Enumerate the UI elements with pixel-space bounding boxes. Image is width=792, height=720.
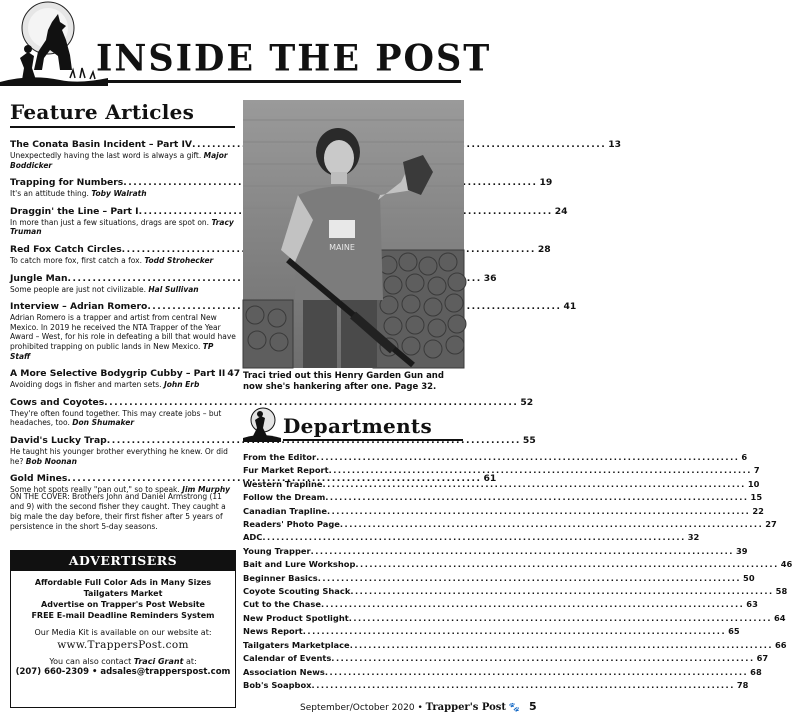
feature-heading-rule <box>10 126 235 128</box>
article-page: 52 <box>520 396 534 408</box>
article-author: Jim Murphy <box>182 485 231 495</box>
article-page: 19 <box>539 177 553 189</box>
article-author: John Erb <box>163 380 200 390</box>
article-entry[interactable] <box>10 205 568 237</box>
department-page: 50 <box>743 572 755 583</box>
article-author: Tracy Truman <box>10 217 234 237</box>
article-author: Major Boddicker <box>10 151 228 170</box>
department-name: Beginner Basics <box>243 572 318 583</box>
department-item[interactable] <box>243 451 748 464</box>
department-item[interactable] <box>243 598 758 611</box>
article-page: 61 <box>483 473 497 485</box>
department-page: 63 <box>746 599 758 610</box>
article-title: Jungle Man <box>10 272 68 284</box>
article-entry[interactable] <box>10 272 497 295</box>
wolf-howling-icon <box>0 0 110 95</box>
department-name: News Report <box>243 626 303 637</box>
department-page: 46 <box>780 559 792 570</box>
article-title: David's Lucky Trap <box>10 434 107 446</box>
department-name: Cut to the Chase <box>243 599 321 610</box>
article-desc: Some hot spots really "pan out," so to speak. <box>10 485 180 495</box>
article-page: 24 <box>554 205 568 217</box>
ad-line: Affordable Full Color Ads in Many Sizes <box>34 578 212 587</box>
paw-icon: 🐾 <box>508 703 521 713</box>
department-name: Young Trapper <box>243 545 311 556</box>
department-item[interactable] <box>243 572 755 585</box>
departments-heading: Departments <box>283 414 433 438</box>
article-author: Don Shumaker <box>72 418 135 428</box>
department-item[interactable] <box>243 639 787 652</box>
departments-rule <box>283 439 463 441</box>
article-desc: It's an attitude thing. <box>10 189 89 199</box>
department-item[interactable] <box>243 585 788 598</box>
photo-caption: Traci tried out this Henry Garden Gun and now she's hankering after one. Page 32. <box>243 371 444 392</box>
department-name: ADC <box>243 532 263 543</box>
department-page: 78 <box>736 679 749 690</box>
page-footer <box>300 700 537 713</box>
article-desc: Avoiding dogs in fisher and marten sets. <box>10 380 162 390</box>
article-author: TP Staff <box>10 341 214 361</box>
department-item[interactable] <box>243 491 763 504</box>
ad-line: Advertise on Trapper's Post Website <box>41 600 205 609</box>
cover-note: ON THE COVER: Brothers John and Daniel Armstrong (11 and 9) with the second fisher they caught. They caught a big male the day before, their first fisher after 5 years of persistence in the short 5-day seasons. <box>10 492 226 531</box>
department-page: 68 <box>750 666 762 677</box>
article-desc: Adrian Romero is a trapper and artist from central New Mexico. In 2019 he received the NTA Trapper of the Year Award – West, for his role in defeating a bill that would have prohibited trapping on public lands in New Mexico. <box>10 313 236 351</box>
feature-photo <box>243 100 464 368</box>
department-item[interactable] <box>243 652 769 665</box>
department-name: Coyote Scouting Shack <box>243 586 351 597</box>
department-page: 7 <box>753 465 760 476</box>
article-title: Draggin' the Line – Part I <box>10 205 139 217</box>
article-page: 28 <box>537 243 551 255</box>
department-name: Canadian Trapline <box>243 505 327 516</box>
footer-separator: • <box>417 703 423 713</box>
department-item[interactable] <box>243 666 762 679</box>
department-page: 64 <box>774 612 786 623</box>
masthead <box>0 0 492 100</box>
department-page: 27 <box>765 519 777 530</box>
page-number: 5 <box>529 700 537 713</box>
article-page: 36 <box>483 272 497 284</box>
department-page: 67 <box>756 653 769 664</box>
department-page: 39 <box>735 545 748 556</box>
ad-line: Tailgaters Market <box>83 589 163 598</box>
article-entry[interactable] <box>10 368 241 390</box>
department-name: Bob's Soapbox <box>243 679 312 690</box>
article-desc: Unexpectedly having the last word is always a gift. <box>10 151 202 160</box>
department-item[interactable] <box>243 531 700 544</box>
article-desc: Some people are just not civilizable. <box>10 284 146 294</box>
contact-name: Traci Grant <box>133 657 184 666</box>
shirt-text: MAINE <box>329 243 355 252</box>
article-page: 13 <box>608 139 621 150</box>
masthead-rule <box>96 80 461 83</box>
feature-articles-heading: Feature Articles <box>10 100 195 124</box>
article-title: Gold Mines <box>10 473 68 485</box>
department-name: Fur Market Report <box>243 465 329 476</box>
department-page: 6 <box>741 452 748 462</box>
contact-prefix: You can also contact <box>49 657 132 666</box>
contact-details[interactable]: (207) 660-2309 • adsales@trapperspost.com <box>15 667 231 677</box>
contact-line <box>11 656 235 667</box>
department-name: Tailgaters Marketplace <box>243 639 350 650</box>
department-page: 65 <box>728 626 740 637</box>
department-name: Readers' Photo Page <box>243 519 340 530</box>
department-item[interactable] <box>243 612 786 625</box>
article-page: 55 <box>522 434 536 446</box>
article-title: Cows and Coyotes <box>10 396 105 408</box>
department-item[interactable] <box>243 679 749 692</box>
article-entry[interactable] <box>10 177 553 199</box>
article-entry[interactable] <box>10 139 621 170</box>
department-name: Bait and Lure Workshop <box>243 559 356 570</box>
department-item[interactable] <box>243 505 764 518</box>
department-item[interactable] <box>243 545 748 558</box>
article-desc: In more than just a few situations, drags are spot on. <box>10 217 210 227</box>
article-title: Interview – Adrian Romero <box>10 301 148 313</box>
department-name: From the Editor <box>243 452 317 462</box>
website-link[interactable]: www.TrappersPost.com <box>57 639 189 651</box>
article-title: Red Fox Catch Circles <box>10 243 122 255</box>
article-desc: To catch more fox, first catch a fox. <box>10 255 142 265</box>
department-page: 15 <box>750 492 763 503</box>
department-item[interactable] <box>243 464 760 477</box>
department-name: Association News <box>243 666 325 677</box>
magazine-name: Trapper's Post <box>425 702 507 713</box>
department-page: 10 <box>747 478 760 489</box>
advertisers-banner: ADVERTISERS <box>11 551 235 571</box>
article-desc: They're often found together. This may create jobs – but headaches, too. <box>10 408 222 428</box>
issue-date: September/October 2020 <box>300 703 415 713</box>
ad-line: FREE E-mail Deadline Reminders System <box>31 611 215 620</box>
article-desc: He taught his younger brother everything he knew. Or did he? <box>10 446 228 466</box>
department-page: 58 <box>775 586 788 597</box>
article-title: A More Selective Bodygrip Cubby – Part II <box>10 368 226 380</box>
department-item[interactable] <box>243 558 792 571</box>
article-title: Trapping for Numbers <box>10 177 124 189</box>
department-page: 22 <box>752 505 764 516</box>
department-name: Calendar of Events <box>243 653 332 664</box>
article-author: Bob Noonan <box>25 456 77 466</box>
article-title: The Conata Basin Incident – Part IV <box>10 139 193 150</box>
trapper-silhouette-icon <box>243 406 281 442</box>
department-name: Western Trapline <box>243 478 323 489</box>
department-page: 32 <box>687 532 700 543</box>
department-name: New Product Spotlight <box>243 612 349 623</box>
departments-header <box>243 404 464 440</box>
article-page: 47 <box>227 368 241 380</box>
article-page: 41 <box>563 301 577 313</box>
department-name: Follow the Dream <box>243 492 326 503</box>
article-author: Toby Walrath <box>91 189 147 199</box>
advertisers-box <box>10 550 236 708</box>
department-item[interactable] <box>243 625 740 638</box>
article-author: Todd Strohecker <box>144 255 214 265</box>
masthead-title: INSIDE THE POST <box>96 37 492 81</box>
article-entry[interactable] <box>10 301 577 361</box>
media-kit-note: Our Media Kit is available on our website at: <box>34 628 212 637</box>
department-page: 66 <box>775 639 787 650</box>
article-author: Hal Sullivan <box>148 284 199 294</box>
department-item[interactable] <box>243 518 777 531</box>
contact-suffix: at: <box>185 657 197 666</box>
